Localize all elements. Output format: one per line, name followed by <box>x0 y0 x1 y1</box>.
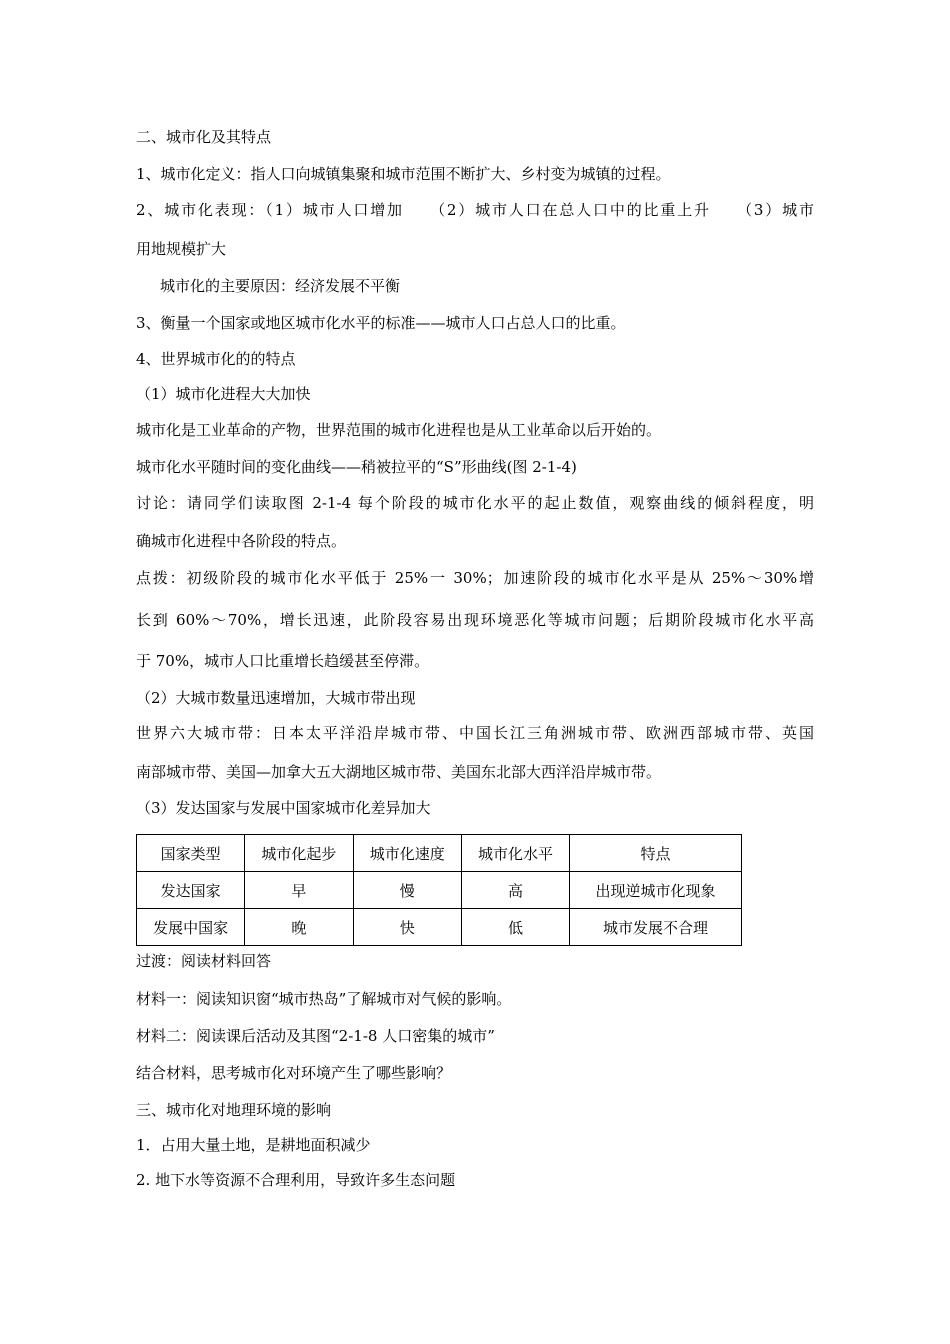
impact-item2: 2. 地下水等资源不合理利用，导致许多生态问题 <box>136 1171 456 1189</box>
impact-item1: 1．占用大量土地，是耕地面积减少 <box>136 1136 371 1154</box>
table-cell: 发展中国家 <box>137 909 245 946</box>
table-cell: 城市发展不合理 <box>570 909 742 946</box>
table-cell: 出现逆城市化现象 <box>570 872 742 909</box>
section2-heading: 二、城市化及其特点 <box>136 128 272 146</box>
table-cell: 晚 <box>245 909 353 946</box>
material2-text: 材料二：阅读课后活动及其图“2-1-8 人口密集的城市” <box>136 1027 495 1045</box>
comparison-table <box>136 834 742 946</box>
feature3-heading: （3）发达国家与发展中国家城市化差异加大 <box>136 799 431 817</box>
discussion-line2: 确城市化进程中各阶段的特点。 <box>136 532 347 550</box>
tip-line2: 长到 60%～70%，增长迅速，此阶段容易出现环境恶化等城市问题；后期阶段城市化水平高 <box>136 611 814 629</box>
table-header-cell: 城市化起步 <box>245 835 353 872</box>
table-header-row <box>137 835 742 872</box>
city-belts-line1: 世界六大城市带：日本太平洋沿岸城市带、中国长江三角洲城市带、欧洲西部城市带、英国 <box>136 724 814 742</box>
table-header-cell: 城市化水平 <box>461 835 569 872</box>
feature1-text1: 城市化是工业革命的产物，世界范围的城市化进程也是从工业革命以后开始的。 <box>136 421 662 439</box>
transition-text: 过渡：阅读材料回答 <box>136 952 272 970</box>
table-cell: 早 <box>245 872 353 909</box>
table-row <box>137 909 742 946</box>
table-cell: 慢 <box>353 872 461 909</box>
manifestation-line1: 2、城市化表现：（1）城市人口增加 （2）城市人口在总人口中的比重上升 （3）城市 <box>136 201 814 219</box>
material1-text: 材料一：阅读知识窗“城市热岛”了解城市对气候的影响。 <box>136 990 512 1008</box>
measure-standard: 3、衡量一个国家或地区城市化水平的标准——城市人口占总人口的比重。 <box>136 314 626 332</box>
tip-line1: 点拨：初级阶段的城市化水平低于 25%一 30%；加速阶段的城市化水平是从 25%～30%增 <box>136 569 814 587</box>
feature1-text2: 城市化水平随时间的变化曲线——稍被拉平的“S”形曲线(图 2-1-4) <box>136 458 577 476</box>
discussion-line1: 讨论：请同学们读取图 2-1-4 每个阶段的城市化水平的起止数值，观察曲线的倾斜程度，明 <box>136 494 814 512</box>
feature1-heading: （1）城市化进程大大加快 <box>136 385 311 403</box>
definition-paragraph: 1、城市化定义：指人口向城镇集聚和城市范围不断扩大、乡村变为城镇的过程。 <box>136 165 671 183</box>
feature2-heading: （2）大城市数量迅速增加，大城市带出现 <box>136 689 416 707</box>
section3-heading: 三、城市化对地理环境的影响 <box>136 1101 332 1119</box>
manifestation-line2: 用地规模扩大 <box>136 240 227 258</box>
world-features-heading: 4、世界城市化的的特点 <box>136 350 296 368</box>
table-cell: 高 <box>461 872 569 909</box>
question-text: 结合材料，思考城市化对环境产生了哪些影响？ <box>136 1064 452 1082</box>
table-header-cell: 国家类型 <box>137 835 245 872</box>
table-cell: 低 <box>461 909 569 946</box>
table-header-cell: 城市化速度 <box>353 835 461 872</box>
city-belts-line2: 南部城市带、美国—加拿大五大湖地区城市带、美国东北部大西洋沿岸城市带。 <box>136 763 662 781</box>
main-cause: 城市化的主要原因：经济发展不平衡 <box>160 277 401 295</box>
tip-line3: 于 70%，城市人口比重增长趋缓甚至停滞。 <box>136 652 430 670</box>
table-row <box>137 872 742 909</box>
table-cell: 发达国家 <box>137 872 245 909</box>
table-header-cell: 特点 <box>570 835 742 872</box>
table-cell: 快 <box>353 909 461 946</box>
